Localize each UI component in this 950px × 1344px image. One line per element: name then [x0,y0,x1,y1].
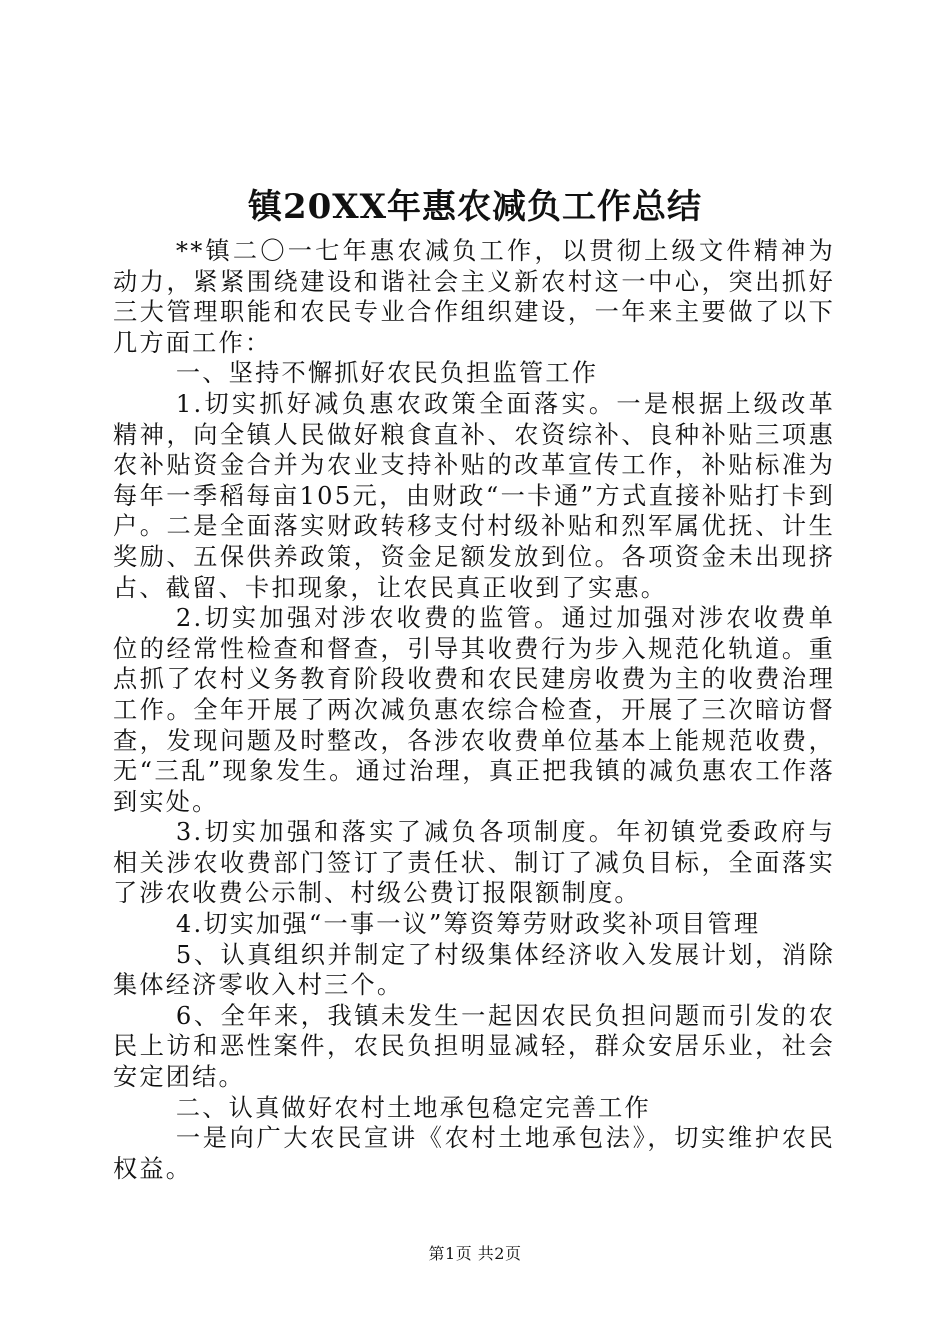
page-footer: 第1页 共2页 [428,1244,522,1263]
document-body [113,236,835,1184]
section-heading-2: 二、认真做好农村土地承包稳定完善工作 [175,1093,651,1122]
paragraph-item-4: 4.切实加强“一事一议”筹资筹劳财政奖补项目管理 [175,910,761,939]
paragraph-item-6: 6、全年来，我镇未发生一起因农民负担问题而引发的农民上访和恶性案件，农民负担明显减轻，群众安居乐业，社会安定团结。 [113,1001,835,1092]
paragraph-item-2: 2.切实加强对涉农收费的监管。通过加强对涉农收费单位的经常性检查和督查，引导其收费行为步入规范化轨道。重点抓了农村义务教育阶段收费和农民建房收费为主的收费治理工作。全年开展了两次减负惠农综合检查，开展了三次暗访督查，发现问题及时整改，各涉农收费单位基本上能规范收费，无“三乱”现象发生。通过治理，真正把我镇的减负惠农工作落到实处。 [113,604,835,816]
section-heading-1: 一、坚持不懈抓好农民负担监管工作 [175,359,599,388]
paragraph-item-3: 3.切实加强和落实了减负各项制度。年初镇党委政府与相关涉农收费部门签订了责任状、制订了减负目标，全面落实了涉农收费公示制、村级公费订报限额制度。 [113,818,835,908]
paragraph-item-5: 5、认真组织并制定了村级集体经济收入发展计划，消除集体经济零收入村三个。 [113,940,835,1000]
document-title: 镇20XX年惠农减负工作总结 [247,187,703,227]
paragraph-land-1: 一是向广大农民宣讲《农村土地承包法》，切实维护农民权益。 [113,1124,835,1183]
paragraph-item-1: 1.切实抓好减负惠农政策全面落实。一是根据上级改革精神，向全镇人民做好粮食直补、农资综补、良种补贴三项惠农补贴资金合并为农业支持补贴的改革宣传工作，补贴标准为每年一季稻每亩105元，由财政“一卡通”方式直接补贴打卡到户。二是全面落实财政转移支付村级补贴和烈军属优抚、计生奖励、五保供养政策，资金足额发放到位。各项资金未出现挤占、截留、卡扣现象，让农民真正收到了实惠。 [113,389,835,602]
paragraph-intro: **镇二〇一七年惠农减负工作，以贯彻上级文件精神为动力，紧紧围绕建设和谐社会主义新农村这一中心，突出抓好三大管理职能和农民专业合作组织建设，一年来主要做了以下几方面工作： [113,237,835,357]
